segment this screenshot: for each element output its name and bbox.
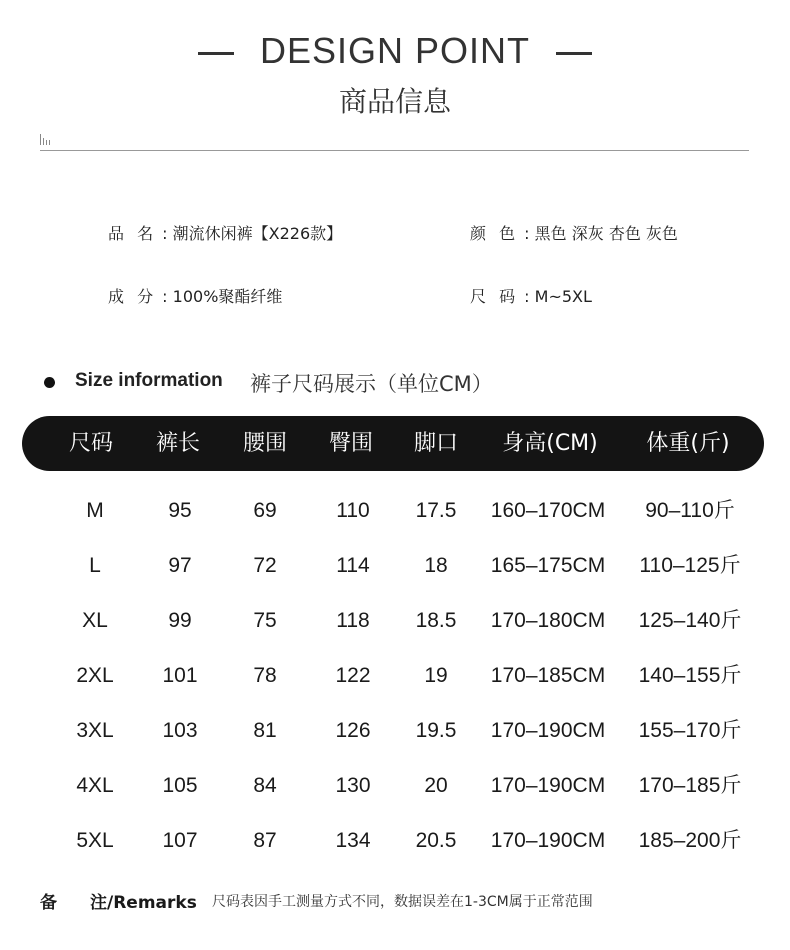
- cell-height: 170–180CM: [490, 609, 606, 632]
- cell-size: 5XL: [76, 829, 114, 852]
- cell-weight: 155–170斤: [638, 719, 742, 742]
- table-row: [0, 593, 790, 648]
- table-row: [0, 538, 790, 593]
- cell-hem: 17.5: [415, 499, 457, 522]
- product-material-value: 100%聚酯纤维: [172, 287, 283, 306]
- header-hip: 臀围: [328, 431, 374, 456]
- cell-length: 101: [162, 664, 198, 687]
- product-name-key: 品 名: [108, 224, 158, 243]
- cell-weight: 110–125斤: [639, 554, 741, 577]
- table-row: [0, 758, 790, 813]
- table-header: [22, 416, 764, 471]
- cell-length: 97: [168, 554, 192, 577]
- cell-waist: 84: [253, 774, 277, 797]
- cell-size: 2XL: [76, 664, 114, 687]
- cell-waist: 81: [253, 719, 277, 742]
- cell-weight: 185–200斤: [638, 829, 742, 852]
- bullet-icon: [44, 377, 55, 388]
- cell-weight: 125–140斤: [638, 609, 742, 632]
- cell-weight: 170–185斤: [638, 774, 742, 797]
- cell-height: 170–190CM: [490, 774, 606, 797]
- ruler-mark-icon: [40, 134, 50, 145]
- cell-hem: 18.5: [415, 609, 457, 632]
- cell-waist: 69: [253, 499, 277, 522]
- table-row: [0, 813, 790, 868]
- cell-hem: 19: [424, 664, 448, 687]
- table-row: [0, 483, 790, 538]
- cell-hip: 114: [336, 554, 370, 577]
- cell-length: 99: [168, 609, 192, 632]
- header-size: 尺码: [68, 431, 114, 456]
- title-dash-right: [556, 52, 592, 55]
- cell-waist: 75: [253, 609, 277, 632]
- cell-length: 95: [168, 499, 192, 522]
- cell-height: 165–175CM: [490, 554, 606, 577]
- cell-hip: 110: [336, 499, 370, 522]
- cell-length: 103: [162, 719, 198, 742]
- cell-size: XL: [82, 609, 108, 632]
- cell-hip: 134: [335, 829, 371, 852]
- header-waist: 腰围: [242, 431, 288, 456]
- cell-size: L: [89, 554, 101, 577]
- product-size-key: 尺 码: [470, 287, 520, 306]
- product-color-key: 颜 色: [470, 224, 520, 243]
- cell-hem: 19.5: [415, 719, 457, 742]
- title-en-text: DESIGN POINT: [259, 30, 531, 71]
- cell-size: M: [86, 499, 104, 522]
- header-height: 身高(CM): [502, 431, 598, 456]
- product-size: 尺 码 : M~5XL: [470, 287, 592, 306]
- title-cn: 商品信息: [338, 85, 451, 118]
- header-weight: 体重(斤): [646, 431, 730, 456]
- cell-hip: 130: [335, 774, 371, 797]
- size-label-cn: 裤子尺码展示（单位CM）: [250, 372, 493, 396]
- product-material: 成 分 : 100%聚酯纤维: [108, 287, 283, 306]
- cell-height: 170–190CM: [490, 719, 606, 742]
- cell-height: 160–170CM: [490, 499, 606, 522]
- cell-hip: 126: [335, 719, 371, 742]
- cell-length: 107: [162, 829, 198, 852]
- cell-weight: 140–155斤: [638, 664, 742, 687]
- cell-hem: 20: [424, 774, 448, 797]
- header-hem: 脚口: [413, 431, 459, 456]
- product-material-key: 成 分: [108, 287, 158, 306]
- cell-waist: 78: [253, 664, 277, 687]
- product-color-value: 黑色 深灰 杏色 灰色: [534, 224, 678, 243]
- cell-height: 170–190CM: [490, 829, 606, 852]
- title-en: [0, 30, 790, 72]
- product-name-value: 潮流休闲裤【X226款】: [172, 224, 343, 243]
- cell-weight: 90–110斤: [645, 499, 735, 522]
- cell-height: 170–185CM: [490, 664, 606, 687]
- product-size-value: M~5XL: [534, 287, 592, 306]
- cell-waist: 72: [253, 554, 277, 577]
- size-label-en: Size information: [75, 370, 223, 391]
- cell-hip: 122: [335, 664, 371, 687]
- remarks-label-b: 注/Remarks: [90, 893, 197, 913]
- cell-size: 4XL: [76, 774, 114, 797]
- remarks-text: 尺码表因手工测量方式不同，数据误差在1-3CM属于正常范围: [212, 894, 593, 910]
- divider-line: [40, 150, 749, 151]
- cell-waist: 87: [253, 829, 277, 852]
- product-name: 品 名 : 潮流休闲裤【X226款】: [108, 224, 343, 243]
- cell-hem: 18: [424, 554, 448, 577]
- cell-length: 105: [162, 774, 198, 797]
- header-length: 裤长: [155, 431, 201, 456]
- title-dash-left: [198, 52, 234, 55]
- cell-size: 3XL: [76, 719, 114, 742]
- product-color: 颜 色 : 黑色 深灰 杏色 灰色: [470, 224, 678, 243]
- cell-hem: 20.5: [415, 829, 457, 852]
- table-row: [0, 648, 790, 703]
- remarks-label-a: 备: [40, 893, 57, 913]
- cell-hip: 118: [336, 609, 370, 632]
- table-row: [0, 703, 790, 758]
